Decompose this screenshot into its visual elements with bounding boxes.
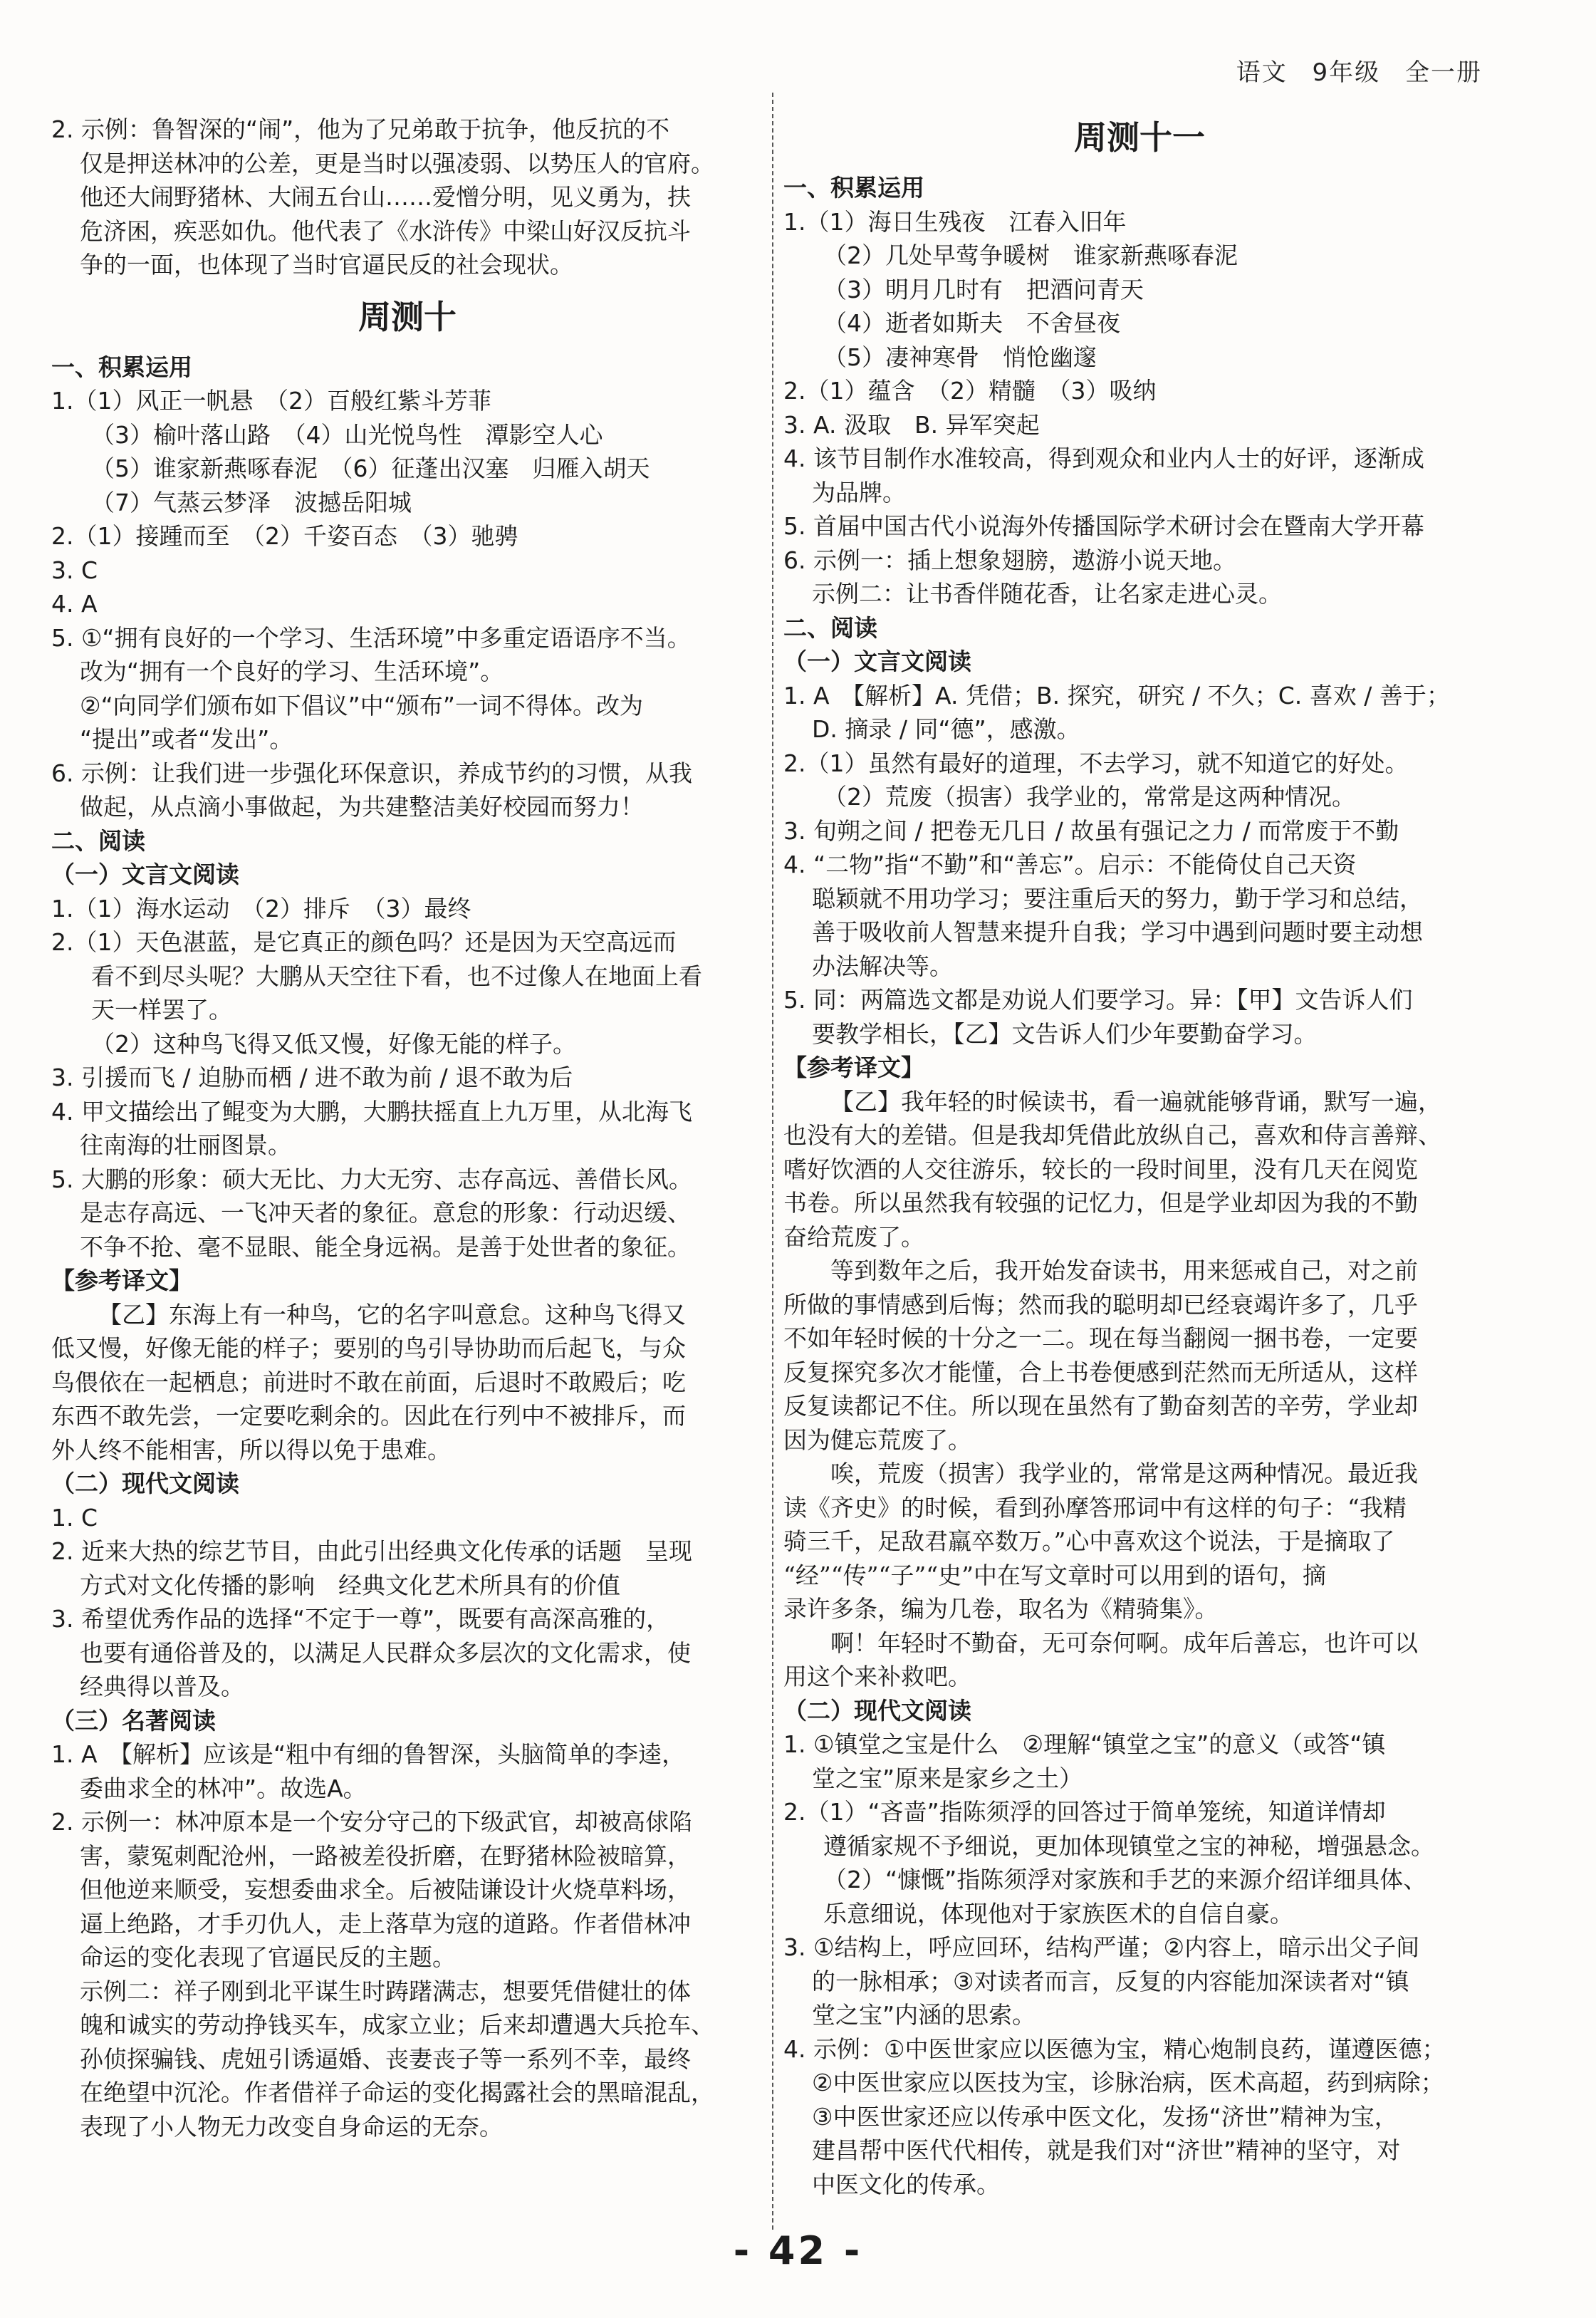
text-line: 他还大闹野猪林、大闹五台山……爱憎分明，见义勇为，扶 (80, 183, 691, 211)
answer-line: 1. C (51, 1503, 98, 1532)
answer-line: 乐意细说，体现他对于家族医术的自信自豪。 (823, 1899, 1293, 1928)
translation-line: 东西不敢先尝，一定要吃剩余的。因此在行列中不被排斥，而 (51, 1402, 686, 1430)
left-column (51, 113, 763, 2143)
answer-line: 办法解决等。 (812, 952, 953, 980)
subject-label: 语文 (1236, 58, 1288, 87)
translation-line: 奋给荒废了。 (783, 1222, 924, 1251)
answer-line: （3）明月几时有 把酒问青天 (823, 275, 1144, 303)
answer-line: 不争不抢、毫不显眼、能全身远祸。是善于处世者的象征。 (80, 1232, 691, 1261)
answer-line: 3. ①结构上，呼应回环，结构严谨；②内容上，暗示出父子间 (783, 1933, 1420, 1961)
answer-line: 天一样罢了。 (91, 996, 232, 1024)
answer-line: 1.（1）海日生残夜 江春入旧年 (783, 207, 1127, 236)
section-heading: 一、积累运用 (51, 353, 192, 381)
section-title: 周测十 (358, 297, 457, 336)
answer-line: 逼上绝路，才手刃仇人，走上落草为寇的道路。作者借林冲 (80, 1909, 691, 1938)
answer-line: 5. 大鹏的形象：硕大无比、力大无穷、志存高远、善借长风。 (51, 1165, 692, 1193)
answer-line: （4）逝者如斯夫 不舍昼夜 (823, 309, 1120, 337)
answer-line: 是志存高远、一飞冲天者的象征。意怠的形象：行动迟缓、 (80, 1199, 691, 1227)
answer-line: 孙侦探骗钱、虎妞引诱逼婚、丧妻丧子等一系列不幸，最终 (80, 2044, 691, 2073)
answer-line: 看不到尽头呢？大鹏从天空往下看，也不过像人在地面上看 (91, 962, 702, 990)
answer-line: 改为“拥有一个良好的学习、生活环境”。 (80, 658, 504, 685)
answer-line: 魄和诚实的劳动挣钱买车，成家立业；后来却遭遇大兵抢车、 (80, 2011, 714, 2039)
translation-line: 【乙】东海上有一种鸟，它的名字叫意怠。这种鸟飞得又 (98, 1300, 686, 1329)
column-divider (772, 93, 773, 2230)
translation-line: 等到数年之后，我开始发奋读书，用来惩戒自己，对之前 (830, 1257, 1418, 1284)
answer-line: 3. C (51, 556, 98, 584)
answer-line: 6. 示例一：插上想象翅膀，遨游小说天地。 (783, 546, 1236, 574)
subsection-heading: （二）现代文阅读 (783, 1696, 971, 1725)
answer-line: 4. “二物”指“不勤”和“善忘”。启示：不能倚仗自己天资 (783, 851, 1357, 878)
grade-label: 9年级 (1312, 58, 1381, 87)
page-number: - 42 - (733, 2228, 863, 2273)
translation-line: 啊！年轻时不勤奋，无可奈何啊。成年后善忘，也许可以 (830, 1628, 1418, 1657)
answer-line: 示例二：祥子刚到北平谋生时踌躇满志，想要凭借健壮的体 (80, 1977, 691, 2005)
reference-label: 【参考译文】 (783, 1054, 924, 1081)
translation-line: 反复探究多次才能懂，合上书卷便感到茫然而无所适从，这样 (783, 1358, 1418, 1386)
subsection-heading: （一）文言文阅读 (783, 648, 971, 675)
answer-line: 2.（1）虽然有最好的道理，不去学习，就不知道它的好处。 (783, 749, 1409, 777)
answer-line: 1.（1）海水运动 （2）排斥 （3）最终 (51, 894, 471, 922)
answer-line: 为品牌。 (812, 478, 906, 506)
answer-line: 要教学相长，【乙】文告诉人们少年要勤奋学习。 (812, 1019, 1318, 1048)
subsection-heading: （二）现代文阅读 (51, 1470, 239, 1497)
answer-line: D. 摘录 / 同“德”，感激。 (812, 715, 1080, 743)
answer-line: 表现了小人物无力改变自身命运的无奈。 (80, 2112, 503, 2141)
answer-line: 4. 甲文描绘出了鲲变为大鹏，大鹏扶摇直上九万里，从北海飞 (51, 1097, 692, 1126)
text-line: 2. 示例：鲁智深的“闹”，他为了兄弟敢于抗争，他反抗的不 (51, 115, 670, 143)
answer-line: ②中医世家应以医技为宝，诊脉治病，医术高超，药到病除； (812, 2069, 1444, 2096)
translation-line: 所做的事情感到后悔；然而我的聪明却已经衰竭许多了，几乎 (783, 1290, 1418, 1319)
translation-line: 低又慢，好像无能的样子；要别的鸟引导协助而后起飞，与众 (51, 1334, 686, 1362)
answer-line: 堂之宝”原来是家乡之土） (812, 1764, 1083, 1792)
text-line: 危济困，疾恶如仇。他代表了《水浒传》中梁山好汉反抗斗 (80, 217, 691, 245)
translation-line: “经”“传”“子”“史”中在写文章时可以用到的语句，摘 (783, 1561, 1326, 1589)
answer-line: 3. A. 汲取 B. 异军突起 (783, 410, 1040, 439)
reference-label: 【参考译文】 (51, 1267, 192, 1294)
answer-line: 堂之宝”内涵的思索。 (812, 2001, 1036, 2029)
section-heading: 二、阅读 (51, 826, 145, 855)
answer-line: 委曲求全的林冲”。故选A。 (80, 1774, 367, 1802)
answer-line: ②“向同学们颁布如下倡议”中“颁布”一词不得体。改为 (80, 691, 643, 719)
answer-line: 3. 旬朔之间 / 把卷无几日 / 故虽有强记之力 / 而常废于不勤 (783, 816, 1399, 845)
answer-line: 的一脉相承；③对读者而言，反复的内容能加深读者对“镇 (812, 1967, 1409, 1995)
answer-line: 2.（1）蕴含 （2）精髓 （3）吸纳 (783, 377, 1157, 405)
section-heading: 一、积累运用 (783, 174, 924, 202)
answer-line: “提出”或者“发出”。 (80, 725, 293, 753)
answer-line: （5）谁家新燕啄春泥 （6）征蓬出汉塞 归雁入胡天 (91, 454, 650, 482)
answer-line: 遵循家规不予细说，更加体现镇堂之宝的神秘，增强悬念。 (823, 1831, 1434, 1860)
translation-line: 录许多条，编为几卷，取名为《精骑集》。 (783, 1595, 1219, 1623)
answer-line: 建昌帮中医代代相传，就是我们对“济世”精神的坚守，对 (812, 2136, 1401, 2164)
answer-line: （3）榆叶落山路 （4）山光悦鸟性 潭影空人心 (91, 420, 603, 449)
answer-line: 但他逆来顺受，妄想委曲求全。后被陆谦设计火烧草料场， (80, 1876, 691, 1903)
answer-line: 3. 引援而飞 / 迫胁而栖 / 进不敢为前 / 退不敢为后 (51, 1064, 573, 1091)
translation-line: 读《齐史》的时候，看到孙摩答邢词中有这样的句子：“我精 (783, 1493, 1407, 1522)
answer-line: 2. 示例一：林冲原本是一个安分守己的下级武官，却被高俅陷 (51, 1808, 692, 1836)
answer-line: 经典得以普及。 (80, 1673, 244, 1700)
answer-line: 1. ①镇堂之宝是什么 ②理解“镇堂之宝”的意义（或答“镇 (783, 1730, 1386, 1758)
translation-line: 外人终不能相害，所以得以免于患难。 (51, 1435, 451, 1464)
left-intro (51, 113, 763, 282)
answer-line: 1. A 【解析】应该是“粗中有细的鲁智深，头脑简单的李逵， (51, 1740, 686, 1768)
section-title: 周测十一 (1074, 118, 1205, 157)
page-header (1221, 53, 1482, 88)
text-line: 仅是押送林冲的公差，更是当时以强凌弱、以势压人的官府。 (80, 149, 714, 177)
answer-line: 往南海的壮丽图景。 (80, 1131, 291, 1159)
answer-line: 6. 示例：让我们进一步强化环保意识，养成节约的习惯，从我 (51, 759, 692, 787)
translation-line: 鸟偎依在一起栖息；前进时不敢在前面，后退时不敢殿后；吃 (51, 1368, 686, 1396)
translation-line: 因为健忘荒废了。 (783, 1425, 971, 1454)
translation-line: 反复读都记不住。所以现在虽然有了勤奋刻苦的辛劳，学业却 (783, 1392, 1418, 1420)
answer-line: 5. 同：两篇选文都是劝说人们要学习。异：【甲】文告诉人们 (783, 986, 1413, 1014)
answer-line: 2.（1）天色湛蓝，是它真正的颜色吗？还是因为天空高远而 (51, 928, 677, 956)
answer-line: 方式对文化传播的影响 经典文化艺术所具有的价值 (80, 1571, 620, 1599)
answer-line: （7）气蒸云梦泽 波撼岳阳城 (91, 488, 412, 516)
answer-line: 做起，从点滴小事做起，为共建整洁美好校园而努力！ (80, 793, 644, 821)
answer-line: 中医文化的传承。 (812, 2170, 1000, 2198)
answer-line: 命运的变化表现了官逼民反的主题。 (80, 1943, 456, 1971)
answer-line: （2）几处早莺争暖树 谁家新燕啄春泥 (823, 241, 1238, 269)
answer-line: 害，蒙冤刺配沧州，一路被差役折磨，在野猪林险被暗算， (80, 1841, 691, 1870)
answer-line: 聪颖就不用功学习；要注重后天的努力，勤于学习和总结， (812, 884, 1423, 913)
right-column (783, 113, 1496, 2201)
answer-line: （2）这种鸟飞得又低又慢，好像无能的样子。 (91, 1029, 576, 1058)
subsection-heading: （三）名著阅读 (51, 1706, 216, 1735)
answer-line: 2. 近来大热的综艺节目，由此引出经典文化传承的话题 呈现 (51, 1537, 692, 1565)
answer-line: （2）荒废（损害）我学业的，常常是这两种情况。 (823, 783, 1355, 811)
answer-line: 也要有通俗普及的，以满足人民群众多层次的文化需求，使 (80, 1638, 691, 1667)
answer-line: 2.（1）“吝啬”指陈须浮的回答过于简单笼统，知道详情却 (783, 1798, 1386, 1826)
answer-line: 善于吸收前人智慧来提升自我；学习中遇到问题时要主动想 (812, 918, 1423, 946)
translation-line: 唉，荒废（损害）我学业的，常常是这两种情况。最近我 (830, 1460, 1418, 1487)
translation-line: 书卷。所以虽然我有较强的记忆力，但是学业却因为我的不勤 (783, 1189, 1418, 1217)
answer-line: 1. A 【解析】A. 凭借；B. 探究，研究 / 不久；C. 喜欢 / 善于； (783, 681, 1450, 710)
answer-line: （5）凄神寒骨 悄怆幽邃 (823, 343, 1097, 371)
translation-line: 不如年轻时候的十分之一二。现在每当翻阅一捆书卷，一定要 (783, 1324, 1418, 1352)
answer-line: 5. ①“拥有良好的一个学习、生活环境”中多重定语语序不当。 (51, 623, 691, 652)
translation-line: 也没有大的差错。但是我却凭借此放纵自己，喜欢和侍言善辩、 (783, 1121, 1441, 1149)
translation-line: 用这个来补救吧。 (783, 1663, 971, 1690)
answer-line: 5. 首届中国古代小说海外传播国际学术研讨会在暨南大学开幕 (783, 512, 1424, 540)
answer-line: 3. 希望优秀作品的选择“不定于一尊”，既要有高深高雅的， (51, 1605, 670, 1633)
answer-line: 4. 该节目制作水准较高，得到观众和业内人士的好评，逐渐成 (783, 445, 1424, 472)
text-line: 争的一面，也体现了当时官逼民反的社会现状。 (80, 251, 573, 279)
answer-line: 在绝望中沉沦。作者借祥子命运的变化揭露社会的黑暗混乱， (80, 2079, 714, 2106)
answer-line: ③中医世家还应以传承中医文化，发扬“济世”精神为宝， (812, 2102, 1398, 2131)
answer-line: （2）“慷慨”指陈须浮对家族和手艺的来源介绍详细具体、 (823, 1866, 1427, 1893)
translation-line: 【乙】我年轻的时候读书，看一遍就能够背诵，默写一遍， (830, 1087, 1441, 1116)
section-heading: 二、阅读 (783, 613, 877, 642)
answer-line: 1.（1）风正一帆悬 （2）百般红紫斗芳菲 (51, 387, 491, 415)
subsection-heading: （一）文言文阅读 (51, 861, 239, 888)
answer-line: 4. 示例：①中医世家应以医德为宝，精心炮制良药，谨遵医德； (783, 2034, 1446, 2063)
volume-label: 全一册 (1405, 58, 1482, 87)
answer-line: 4. A (51, 590, 98, 618)
translation-line: 嗜好饮酒的人交往游乐，较长的一段时间里，没有几天在阅览 (783, 1155, 1418, 1183)
answer-line: 2.（1）接踵而至 （2）千姿百态 （3）驰骋 (51, 522, 518, 550)
translation-line: 骑三千，足敌君羸卒数万。”心中喜欢这个说法，于是摘取了 (783, 1527, 1395, 1555)
answer-line: 示例二：让书香伴随花香，让名家走进心灵。 (812, 580, 1282, 608)
